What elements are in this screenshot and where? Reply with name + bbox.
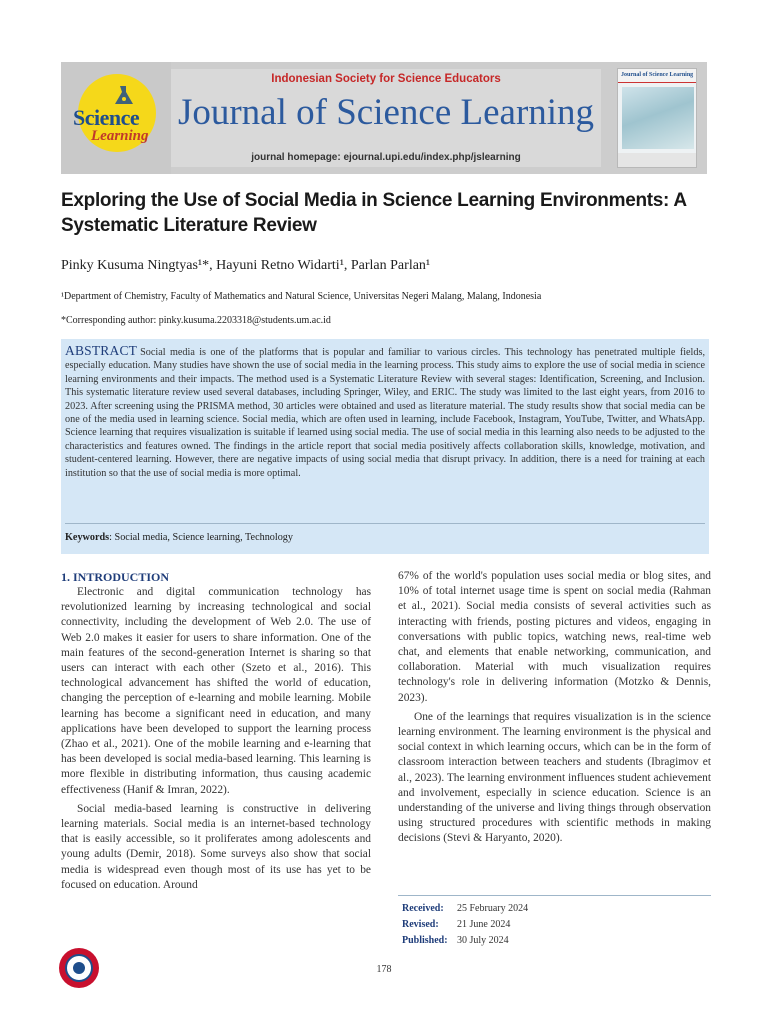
date-row-received xyxy=(402,901,528,917)
revised-label: Revised: xyxy=(402,919,439,930)
keywords-line xyxy=(65,532,293,543)
intro-paragraph-1: Electronic and digital communication technology has revolutionized learning by increasing technological and social connectivity, including the development of Web 2.0. The use of Web 2.0 makes it easier for users to share information. One of the main features of the second-generation Internet is sharing so that users can interact with each other (Szeto et al., 2016). This technological advancement has shifted the world of education, changing the perception of e-learning and mobile learning. Mobile learning has become a significant need in education, and many applications have been developed to support the learning process (Zhao et al., 2021). One of the mobile learning and e-learning that has been developed is social media-based learning. This learning is more flexible in distributing information, thus causing academic effectiveness (Hanif & Imran, 2022). xyxy=(61,586,371,796)
intro-paragraph-2: Social media-based learning is constructive in delivering learning materials. Social media is an internet-based technology that is easily accessible, so it proliferates among adolescents and young adults (Demir, 2018). Some surveys also show that social media is widespread even though most of its use has yet to be focused on education. Around xyxy=(61,802,371,891)
journal-homepage[interactable]: journal homepage: ejournal.upi.edu/index.php/jslearning xyxy=(251,152,521,163)
revised-date: 21 June 2024 xyxy=(457,919,511,930)
abstract-box xyxy=(61,339,709,554)
cover-title: Journal of Science Learning xyxy=(621,72,694,78)
logo-text-learning: Learning xyxy=(91,128,149,144)
date-row-revised xyxy=(402,917,528,933)
page-number: 178 xyxy=(376,964,392,975)
keywords-label: Keywords xyxy=(65,532,110,543)
intro-paragraph-4: One of the learnings that requires visualization is in the science learning environment. The learning environment is the physical and social context in which learning occurs, which can be in the form of classroom interaction between teachers and students (Ibragimov et al., 2023). The learning environment influences student achievement and involvement, especially in science education. Science is an understanding of the universe and living things through observation using structured procedures with scientific methods in making decisions (Stevi & Haryanto, 2020). xyxy=(398,710,711,845)
society-name: Indonesian Society for Science Educators xyxy=(271,73,501,85)
journal-title: Journal of Science Learning xyxy=(177,92,595,133)
cover-lab-photo xyxy=(622,87,694,149)
intro-paragraph-3: 67% of the world's population uses social media or blog sites, and 10% of total internet usage time is spent on social media (Rahman et al., 2021). Social media consists of several activities such as interacting with friends, posting pictures and videos, engaging in conversations with public topics, watching news, real-time web chat, and elements that enable networking, communication, and collaboration. Material with much visualization requires technology's role in delivering information (Motzko & Dennis, 2023). xyxy=(398,570,711,704)
journal-cover-image xyxy=(617,68,697,168)
dates-divider xyxy=(398,895,711,896)
keywords-value: : Social media, Science learning, Technology xyxy=(109,532,293,543)
section-heading-introduction: 1. INTRODUCTION xyxy=(61,570,170,584)
corresponding-author: *Corresponding author: pinky.kusuma.2203318@students.um.ac.id xyxy=(61,315,331,326)
flask-icon xyxy=(111,84,137,106)
article-authors: Pinky Kusuma Ningtyas¹*, Hayuni Retno Widarti¹, Parlan Parlan¹ xyxy=(61,258,431,273)
body-column-right xyxy=(398,569,711,847)
article-title: Exploring the Use of Social Media in Science Learning Environments: A Systematic Literature Review xyxy=(61,190,687,236)
date-row-published xyxy=(402,933,528,949)
body-column-left xyxy=(61,569,371,893)
publication-dates xyxy=(402,901,528,949)
published-date: 30 July 2024 xyxy=(457,935,509,946)
journal-masthead xyxy=(171,69,601,167)
received-date: 25 February 2024 xyxy=(457,903,529,914)
published-label: Published: xyxy=(402,935,448,946)
received-label: Received: xyxy=(402,903,444,914)
abstract-divider xyxy=(65,523,705,524)
journal-logo xyxy=(61,62,171,174)
cover-footer xyxy=(618,153,696,167)
logo-text-science: Science xyxy=(73,105,140,130)
author-affiliation: ¹Department of Chemistry, Faculty of Mathematics and Natural Science, Universitas Negeri Malang, Malang, Indonesia xyxy=(61,291,542,302)
cover-header xyxy=(618,69,696,83)
abstract-text: Social media is one of the platforms that is popular and familiar to various circles. This technology has penetrated multiple fields, especially education. Many studies have shown the use of social media in the learning process. This study aims to explore the use of social media in science learning environments and their impacts. The method used is a Systematic Literature Review with several stages: Identification, Screening, and Inclusion. This systematic literature review used several databases, including Springer, Wiley, and ERIC. The study was limited to the last eight years, from 2016 to 2023. After screening using the PRISMA method, 30 articles were obtained and used as literature material. The study results show that social media can be one of the media used in learning science. Social media, which are often used in learning, include Facebook, Instagram, YouTube, Twitter, and WhatsApp. Science learning that requires visualization is suitable if learned using social media. The use of social media in this learning also needs to be adjusted to the characteristics and features owned. The findings in the article report that social media positively affects collaboration skills, knowledge, motivation, and student-centered learning. However, there are negative impacts of using social media that disrupt privacy. In addition, there is a need for training at each institution so that the use of social media is more optimal. xyxy=(65,347,705,479)
abstract-body xyxy=(65,344,705,480)
abstract-heading: ABSTRACT xyxy=(65,343,138,358)
journal-banner xyxy=(61,62,707,174)
